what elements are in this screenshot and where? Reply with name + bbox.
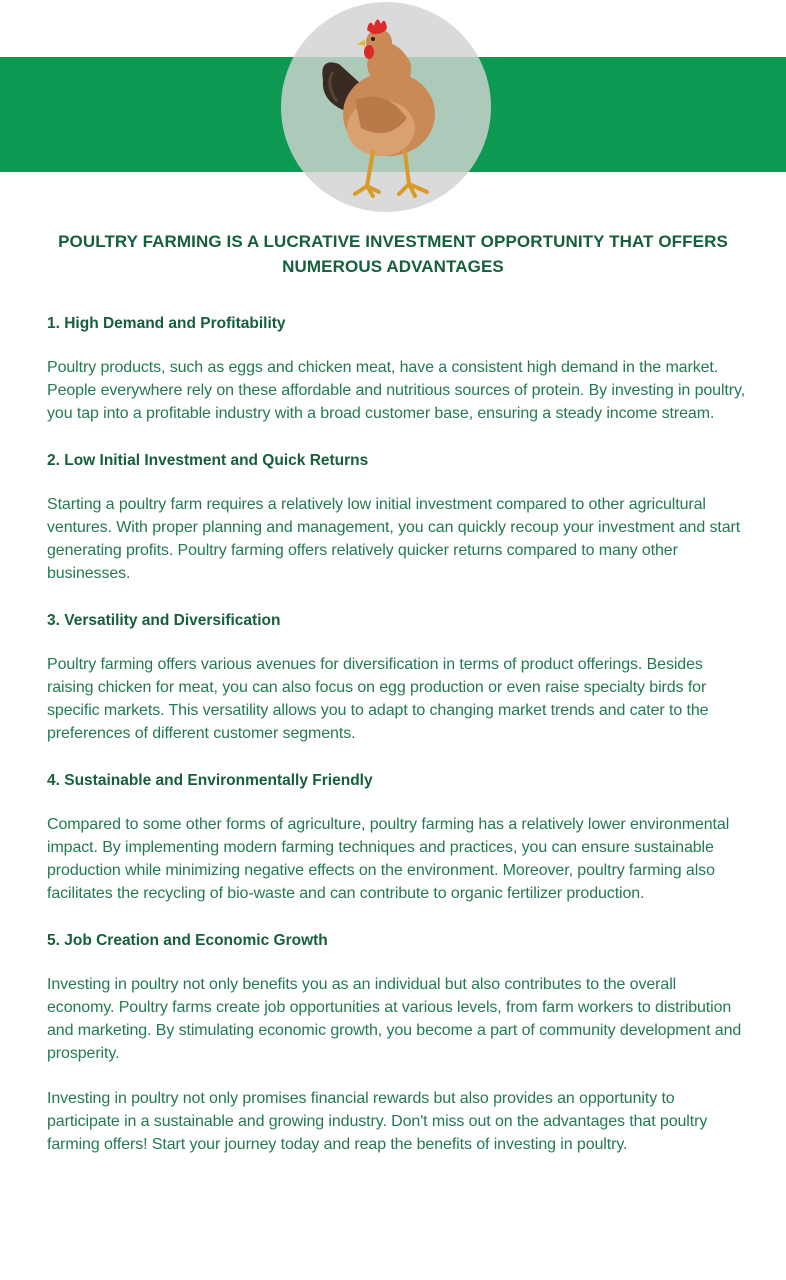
section-paragraph: Poultry farming offers various avenues for diversification in terms of product offerings. Besides raising chicken for meat, you can also focus on egg production or even raise specialty birds for specific markets. This versatility allows you to adapt to changing market trends and cater to the preferences of different customer segments. <box>47 656 709 742</box>
section-paragraph: Compared to some other forms of agriculture, poultry farming has a relatively lower environmental impact. By implementing modern farming techniques and practices, you can ensure sustainable production while minimizing negative effects on the environment. Moreover, poultry farming also facilitates the recycling of bio-waste and can contribute to organic fertilizer production. <box>47 816 730 902</box>
page-title: POULTRY FARMING IS A LUCRATIVE INVESTMENT OPPORTUNITY THAT OFFERS NUMEROUS ADVANTAGES <box>58 232 728 276</box>
section-heading: 1. High Demand and Profitability <box>47 315 286 332</box>
hen-image <box>281 2 491 212</box>
section-paragraph: Investing in poultry not only benefits you as an individual but also contributes to the overall economy. Poultry farms create job opportunities at various levels, from farm workers to distribution and marketing. By stimulating economic growth, you become a part of community development and prosperity. <box>47 976 742 1062</box>
section-heading: 2. Low Initial Investment and Quick Returns <box>47 452 369 469</box>
section-heading: 3. Versatility and Diversification <box>47 612 281 629</box>
section-paragraph: Starting a poultry farm requires a relatively low initial investment compared to other agricultural ventures. With proper planning and management, you can quickly recoup your investment and start generating profits. Poultry farming offers relatively quicker returns compared to many other businesses. <box>47 496 741 582</box>
section-paragraph: Poultry products, such as eggs and chicken meat, have a consistent high demand in the market. People everywhere rely on these affordable and nutritious sources of protein. By investing in poultry, you tap into a profitable industry with a broad customer base, ensuring a steady income stream. <box>47 359 746 422</box>
section-heading: 5. Job Creation and Economic Growth <box>47 932 328 949</box>
section-heading: 4. Sustainable and Environmentally Friendly <box>47 772 373 789</box>
hen-icon <box>281 2 491 212</box>
article-body <box>47 310 747 1156</box>
closing-paragraph: Investing in poultry not only promises financial rewards but also provides an opportunity to participate in a sustainable and growing industry. Don't miss out on the advantages that poultry farming offers! Start your journey today and reap the benefits of investing in poultry. <box>47 1090 708 1153</box>
